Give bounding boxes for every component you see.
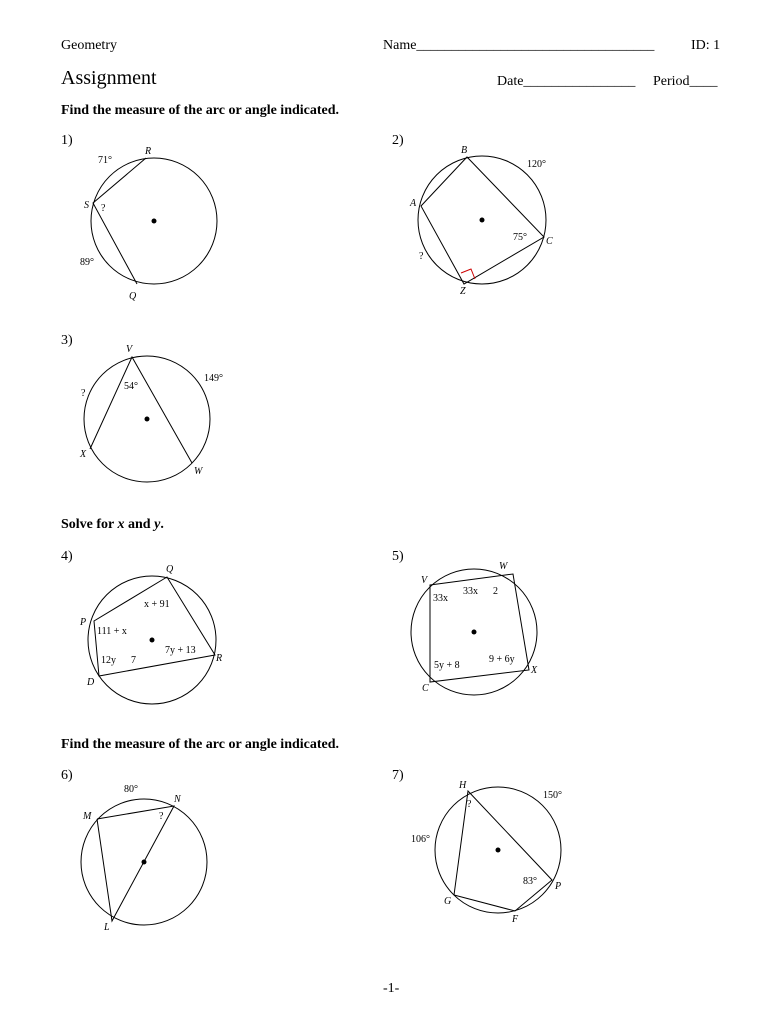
point-label-q: Q	[129, 291, 137, 302]
angle-expression-p: 111 + x	[97, 626, 127, 637]
point-label-d: D	[87, 677, 95, 688]
point-label-h: H	[459, 780, 467, 791]
arc-measure-hg: 106°	[411, 834, 430, 845]
point-label-b: B	[461, 145, 468, 156]
point-label-w: W	[499, 561, 508, 572]
problem-4-figure	[70, 555, 240, 705]
arc-measure-hp: 150°	[543, 790, 562, 801]
section-1-instruction: Find the measure of the arc or angle indicated.	[61, 103, 340, 118]
problem-7-number: 7)	[392, 768, 404, 783]
point-label-a: A	[410, 198, 417, 209]
point-label-w: W	[194, 466, 203, 477]
inscribed-triangle	[97, 806, 174, 921]
period-field-label: Period____	[653, 74, 718, 89]
center-point	[496, 848, 501, 853]
problem-2-number: 2)	[392, 133, 404, 148]
angle-expression-d2: 7	[131, 655, 136, 666]
problem-1-number: 1)	[61, 133, 73, 148]
point-label-c: C	[422, 683, 429, 694]
point-label-s: S	[84, 200, 89, 211]
problem-5-number: 5)	[392, 549, 404, 564]
section-3-instruction: Find the measure of the arc or angle indicated.	[61, 737, 340, 752]
point-label-m: M	[83, 811, 92, 822]
inscribed-angle	[90, 357, 192, 463]
page-number: -1-	[383, 981, 400, 996]
course-name: Geometry	[61, 38, 117, 53]
arc-measure-sr: 71°	[98, 155, 112, 166]
unknown-marker: ?	[101, 203, 106, 214]
unknown-marker: ?	[419, 251, 424, 262]
point-label-r: R	[216, 653, 223, 664]
worksheet-id: ID: 1	[691, 38, 721, 53]
angle-expression-c: 5y + 8	[434, 660, 460, 671]
problem-4-number: 4)	[61, 549, 73, 564]
point-label-q: Q	[166, 564, 174, 575]
angle-expression-d1: 12y	[101, 655, 116, 666]
problem-3-figure	[70, 340, 240, 490]
angle-expression-x: 9 + 6y	[489, 654, 515, 665]
point-label-f: F	[512, 914, 519, 925]
point-label-c: C	[546, 236, 553, 247]
unknown-marker: ?	[159, 811, 164, 822]
page-title: Assignment	[61, 67, 157, 89]
angle-measure-p: 83°	[523, 876, 537, 887]
point-label-r: R	[145, 146, 152, 157]
angle-expression-w1: 33x	[463, 586, 478, 597]
point-label-x: X	[531, 665, 538, 676]
name-field-label: Name__________________________________	[383, 38, 655, 53]
point-label-v: V	[421, 575, 428, 586]
arc-measure-bc: 120°	[527, 159, 546, 170]
angle-expression-v: 33x	[433, 593, 448, 604]
problem-7-figure	[400, 775, 575, 935]
unknown-marker: ?	[467, 799, 472, 810]
date-field-label: Date________________	[497, 74, 636, 89]
point-label-p: P	[80, 617, 87, 628]
center-point	[472, 630, 477, 635]
angle-measure-c: 75°	[513, 232, 527, 243]
arc-measure-mn: 80°	[124, 784, 138, 795]
instruction-text: .	[160, 517, 164, 532]
angle-measure-v: 54°	[124, 381, 138, 392]
center-point	[480, 218, 485, 223]
point-label-g: G	[444, 896, 452, 907]
problem-2-figure	[400, 140, 570, 310]
angle-expression-q: x + 91	[144, 599, 170, 610]
arc-measure-vw: 149°	[204, 373, 223, 384]
point-label-n: N	[174, 794, 181, 805]
angle-expression-w2: 2	[493, 586, 498, 597]
instruction-text: Solve for	[61, 517, 118, 532]
center-point	[145, 417, 150, 422]
center-point	[152, 219, 157, 224]
section-2-instruction	[61, 517, 164, 533]
unknown-marker: ?	[81, 388, 86, 399]
right-angle-marker	[461, 269, 475, 279]
inscribed-angle	[93, 158, 146, 284]
variable-y: y	[154, 517, 161, 532]
instruction-text: and	[124, 517, 155, 532]
point-label-v: V	[126, 344, 133, 355]
center-point	[150, 638, 155, 643]
variable-x: x	[117, 517, 125, 532]
problem-3-number: 3)	[61, 333, 73, 348]
point-label-x: X	[80, 449, 87, 460]
point-label-l: L	[104, 922, 110, 933]
arc-measure-sq: 89°	[80, 257, 94, 268]
problem-6-figure	[70, 775, 240, 935]
angle-expression-r: 7y + 13	[165, 645, 196, 656]
problem-1-figure	[70, 140, 240, 310]
point-label-z: Z	[460, 286, 466, 297]
problem-6-number: 6)	[61, 768, 73, 783]
problem-5-figure	[400, 555, 570, 705]
point-label-p: P	[555, 881, 562, 892]
